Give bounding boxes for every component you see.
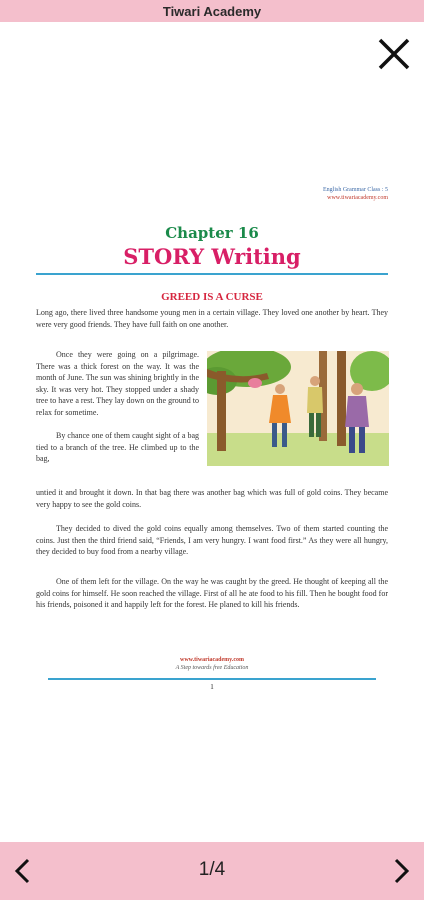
page-number: 1 xyxy=(210,683,214,691)
bottom-navigation-bar xyxy=(0,842,424,900)
story-paragraph: By chance one of them caught sight of a bag tied to a branch of the tree. He climbed up to the bag, xyxy=(36,431,199,463)
app-title: Tiwari Academy xyxy=(162,3,262,19)
document-page xyxy=(0,160,424,710)
close-button[interactable] xyxy=(372,32,416,76)
chapter-label: Chapter 16 xyxy=(165,224,259,242)
title-divider xyxy=(36,273,388,275)
footer-tagline: A Step towards free Education xyxy=(175,665,249,671)
story-paragraph: One of them left for the village. On the way he was caught by the greed. He thought of keeping all the gold coins for himself. He soon reached the village. First of all he ate food to his fill. Then he bought food for his friends, poisoned it and happily left for the forest. He planed to kill his friends. xyxy=(36,577,388,609)
chapter-title: STORY Writing xyxy=(123,244,301,269)
story-title: GREED IS A CURSE xyxy=(161,291,263,303)
chevron-right-icon xyxy=(384,854,418,888)
next-page-button[interactable] xyxy=(384,854,418,888)
story-illustration xyxy=(207,351,389,466)
story-paragraph: Long ago, there lived three handsome young men in a certain village. They loved one another by heart. They were very good friends. They have full faith on one another. xyxy=(36,308,388,329)
header-subject: English Grammar Class : 5 xyxy=(323,187,388,193)
close-icon xyxy=(372,32,416,76)
page-header xyxy=(323,186,388,202)
footer-divider xyxy=(48,678,376,680)
page-footer xyxy=(0,656,424,672)
story-paragraph: untied it and brought it down. In that bag there was another bag which was full of gold coins. They became very happy to see the gold coins. xyxy=(36,488,388,509)
story-paragraph: Once they were going on a pilgrimage. There was a thick forest on the way. It was the month of June. The sun was shining brightly in the sky. It was very hot. They stopped under a shady tree to have a rest. They lay down on the ground to relax for sometime. xyxy=(36,350,199,417)
app-title-bar xyxy=(0,0,424,22)
footer-website: www.tiwariacademy.com xyxy=(180,657,244,663)
page-indicator: 1/4 xyxy=(198,859,226,880)
header-website: www.tiwariacademy.com xyxy=(327,195,388,201)
story-paragraph: They decided to dived the gold coins equally among themselves. Two of them started counting the coins. Just then the third friend said, “Friends, I am very hungry. I want food first.” As they were all hungry, they decided to buy food from a nearby village. xyxy=(36,524,388,556)
